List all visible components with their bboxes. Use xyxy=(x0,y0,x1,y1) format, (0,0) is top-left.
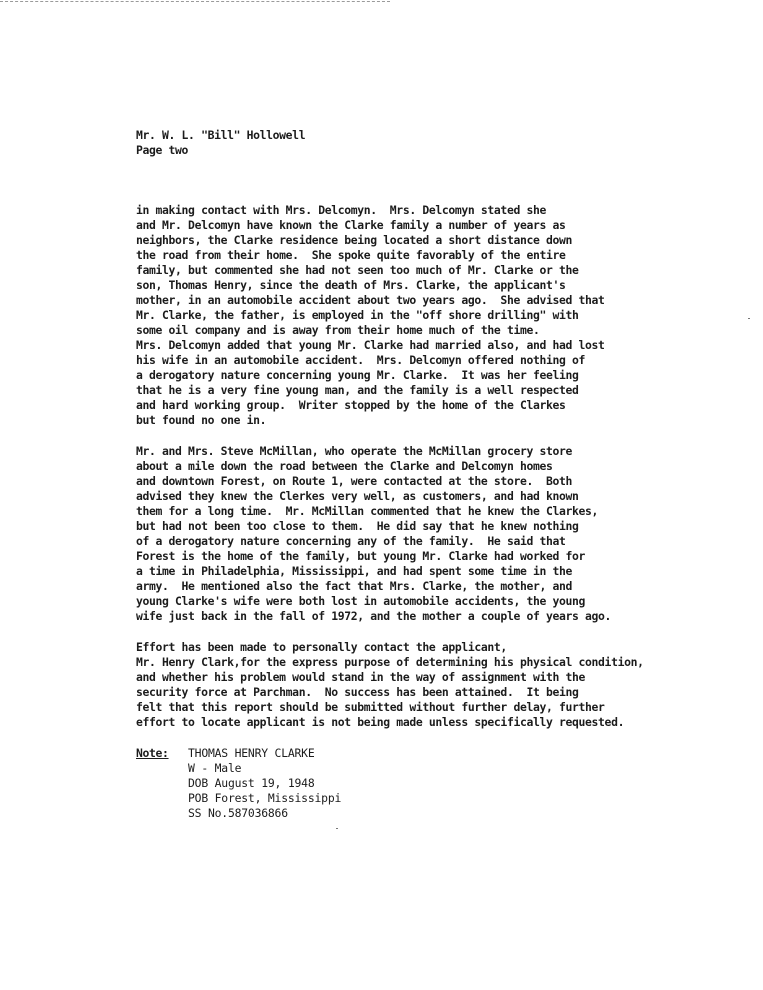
text-line: family, but commented she had not seen too much of Mr. Clarke or the xyxy=(136,263,579,277)
text-line: but had not been too close to them. He did say that he knew nothing xyxy=(136,519,579,533)
scan-speck xyxy=(748,318,750,319)
note-pob: POB Forest, Mississippi xyxy=(188,791,342,805)
note-details xyxy=(188,746,341,821)
scan-speck xyxy=(336,828,338,829)
text-line: a derogatory nature concerning young Mr. Clarke. It was her feeling xyxy=(136,368,579,382)
note-block xyxy=(136,746,736,821)
text-line: Mrs. Delcomyn added that young Mr. Clarke had married also, and had lost xyxy=(136,338,605,352)
page-label: Page two xyxy=(136,143,189,157)
addressee-line: Mr. W. L. "Bill" Hollowell xyxy=(136,128,306,142)
text-line: some oil company and is away from their home much of the time. xyxy=(136,323,540,337)
text-line: them for a long time. Mr. McMillan commented that he knew the Clarkes, xyxy=(136,504,599,518)
text-line: and Mr. Delcomyn have known the Clarke family a number of years as xyxy=(136,218,566,232)
note-race-sex: W - Male xyxy=(188,761,242,775)
text-line: in making contact with Mrs. Delcomyn. Mrs. Delcomyn stated she xyxy=(136,203,546,217)
note-label: Note: xyxy=(136,746,169,760)
text-line: that he is a very fine young man, and the family is a well respected xyxy=(136,383,579,397)
text-line: felt that this report should be submitted without further delay, further xyxy=(136,700,605,714)
text-line: of a derogatory nature concerning any of the family. He said that xyxy=(136,534,566,548)
text-line: effort to locate applicant is not being made unless specifically requested. xyxy=(136,715,625,729)
text-line: his wife in an automobile accident. Mrs. Delcomyn offered nothing of xyxy=(136,353,586,367)
text-line: and downtown Forest, on Route 1, were contacted at the store. Both xyxy=(136,474,573,488)
text-line: neighbors, the Clarke residence being located a short distance down xyxy=(136,233,573,247)
text-line: Effort has been made to personally contact the applicant, xyxy=(136,640,507,654)
top-dashed-rule xyxy=(0,1,390,2)
paragraph-effort xyxy=(136,640,736,730)
text-line: army. He mentioned also the fact that Mrs. Clarke, the mother, and xyxy=(136,579,573,593)
letter-header xyxy=(136,128,736,158)
text-line: the road from their home. She spoke quite favorably of the entire xyxy=(136,248,566,262)
text-line: about a mile down the road between the Clarke and Delcomyn homes xyxy=(136,459,553,473)
text-line: Mr. and Mrs. Steve McMillan, who operate the McMillan grocery store xyxy=(136,444,573,458)
text-line: security force at Parchman. No success has been attained. It being xyxy=(136,685,579,699)
text-line: son, Thomas Henry, since the death of Mrs. Clarke, the applicant's xyxy=(136,278,566,292)
text-line: Mr. Clarke, the father, is employed in the "off shore drilling" with xyxy=(136,308,579,322)
text-line: but found no one in. xyxy=(136,413,267,427)
note-dob: DOB August 19, 1948 xyxy=(188,776,315,790)
text-line: wife just back in the fall of 1972, and the mother a couple of years ago. xyxy=(136,609,612,623)
text-line: mother, in an automobile accident about two years ago. She advised that xyxy=(136,293,605,307)
text-line: and hard working group. Writer stopped by the home of the Clarkes xyxy=(136,398,566,412)
text-line: Mr. Henry Clark,for the express purpose of determining his physical condition, xyxy=(136,655,644,669)
note-name: THOMAS HENRY CLARKE xyxy=(188,746,315,760)
paragraph-mcmillan xyxy=(136,444,736,624)
text-line: a time in Philadelphia, Mississippi, and had spent some time in the xyxy=(136,564,573,578)
letter-page xyxy=(136,128,736,821)
paragraph-delcomyn xyxy=(136,203,736,428)
text-line: advised they knew the Clerkes very well, as customers, and had known xyxy=(136,489,579,503)
text-line: young Clarke's wife were both lost in automobile accidents, the young xyxy=(136,594,586,608)
text-line: and whether his problem would stand in the way of assignment with the xyxy=(136,670,586,684)
note-ssn: SS No.587036866 xyxy=(188,806,288,820)
text-line: Forest is the home of the family, but young Mr. Clarke had worked for xyxy=(136,549,586,563)
